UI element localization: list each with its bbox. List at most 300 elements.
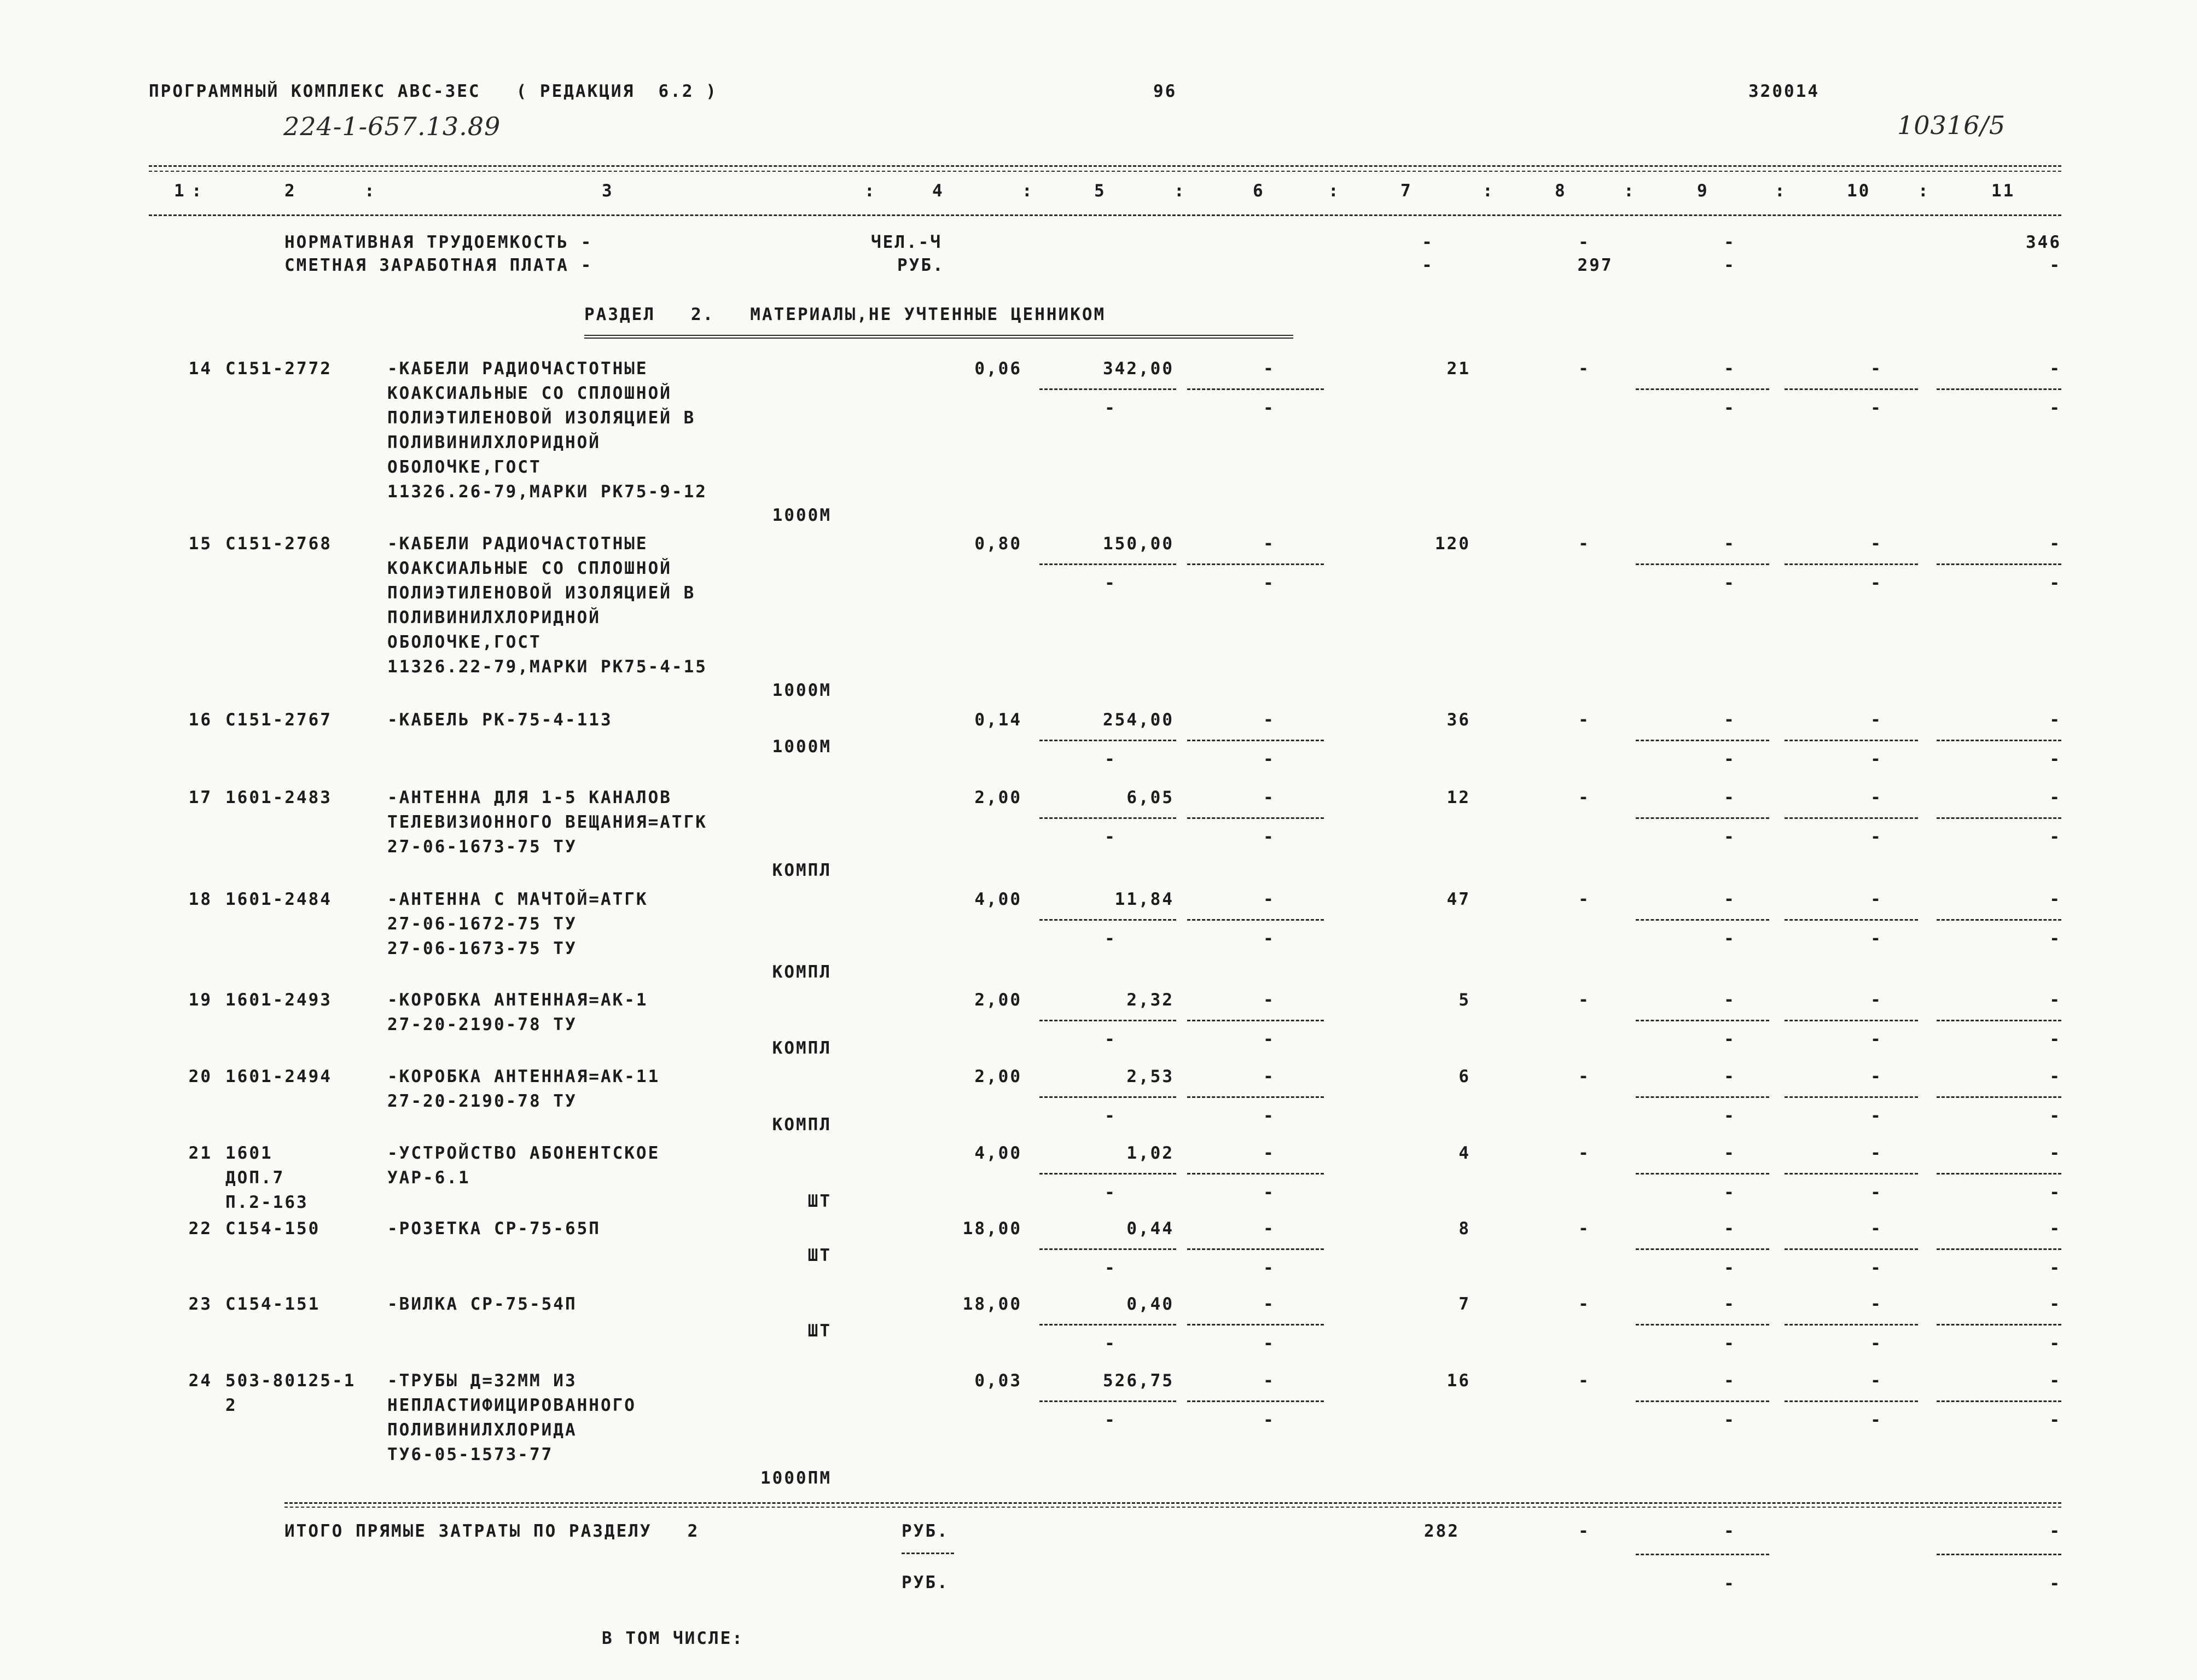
row-col10-sub: - [1870, 1183, 1882, 1202]
row-code: С151-2772 [225, 359, 332, 379]
row-price: 342,00 [1103, 359, 1174, 379]
row-col10-rule [1785, 1020, 1918, 1021]
row-col10-sub: - [1870, 1106, 1882, 1126]
row-description: -КАБЕЛИ РАДИОЧАСТОТНЫЕ КОАКСИАЛЬНЫЕ СО СПЛОШНОЙ ПОЛИЭТИЛЕНОВОЙ ИЗОЛЯЦИЕЙ В ПОЛИВИНИЛХЛОРИДНОЙ ОБОЛОЧКЕ,ГОСТ 11326.22-79,МАРКИ РК75-4-15 [387, 534, 707, 677]
column-header-6: 6 [1253, 181, 1265, 201]
row-quantity: 2,00 [974, 1067, 1022, 1086]
row-number: 21 [188, 1143, 212, 1163]
row-col9-sub: - [1724, 1410, 1736, 1430]
row-number: 24 [188, 1371, 212, 1391]
row-col11: - [2049, 788, 2061, 807]
column-header-7: 7 [1400, 181, 1413, 201]
row-col10-rule [1785, 563, 1918, 565]
row-col10: - [1870, 1371, 1882, 1391]
row-price: 1,02 [1126, 1143, 1174, 1163]
row-col8: - [1578, 890, 1590, 909]
row-col6-rule [1187, 740, 1324, 741]
row-col11-sub: - [2049, 1334, 2061, 1353]
row-col11-rule [1937, 1020, 2061, 1021]
column-header-5: 5 [1094, 181, 1106, 201]
row-col8: - [1578, 1143, 1590, 1163]
row-col6-sub: - [1263, 1410, 1275, 1430]
column-separator: : [1328, 181, 1340, 201]
row-price: 11,84 [1114, 890, 1174, 909]
row-col10-sub: - [1870, 398, 1882, 418]
row-col6-rule [1187, 1400, 1324, 1402]
row-price-sub: - [1105, 398, 1117, 418]
row-price: 526,75 [1103, 1371, 1174, 1391]
row-col9-rule [1636, 1324, 1769, 1326]
row-col7: 16 [1446, 1371, 1471, 1391]
header-rule-top [149, 165, 2061, 167]
row-price-sub: - [1105, 1030, 1117, 1049]
row-quantity: 4,00 [974, 890, 1022, 909]
row-col6-rule [1187, 1020, 1324, 1021]
row-col9-rule [1636, 1248, 1769, 1250]
column-separator: : [1918, 181, 1930, 201]
row-price-sub: - [1105, 827, 1117, 847]
row-col6-sub: - [1263, 1334, 1275, 1353]
row-price-rule [1039, 1324, 1176, 1326]
row-col11: - [2049, 990, 2061, 1010]
row-col10-sub: - [1870, 929, 1882, 949]
row-price: 0,44 [1126, 1219, 1174, 1239]
row-col6-sub: - [1263, 1258, 1275, 1278]
row-col6: - [1263, 1294, 1275, 1314]
row-col9: - [1724, 359, 1736, 379]
row-col10: - [1870, 534, 1882, 554]
row-col11-sub: - [2049, 573, 2061, 593]
row-col9-rule [1636, 563, 1769, 565]
row-col6: - [1263, 1219, 1275, 1239]
total-col11: - [2049, 1521, 2061, 1541]
row-col11-rule [1937, 388, 2061, 390]
total-col7: 282 [1424, 1521, 1460, 1541]
row-price: 0,40 [1126, 1294, 1174, 1314]
row-col10: - [1870, 890, 1882, 909]
row-description: -ВИЛКА СР-75-54П [387, 1294, 577, 1314]
row-quantity: 4,00 [974, 1143, 1022, 1163]
row-code: 1601-2484 [225, 890, 332, 909]
row-unit: КОМПЛ [772, 861, 832, 880]
labor-col9: - [1724, 232, 1736, 252]
row-col6-rule [1187, 388, 1324, 390]
column-header-11: 11 [1991, 181, 2015, 201]
row-col9-sub: - [1724, 1183, 1736, 1202]
column-separator: : [364, 181, 376, 201]
row-col10: - [1870, 359, 1882, 379]
row-code: 1601 ДОП.7 П.2-163 [225, 1143, 309, 1212]
wage-unit: РУБ. [897, 255, 945, 275]
row-description: -АНТЕННА ДЛЯ 1-5 КАНАЛОВ ТЕЛЕВИЗИОННОГО ВЕЩАНИЯ=АТГК 27-06-1673-75 ТУ [387, 788, 707, 857]
row-col10: - [1870, 1067, 1882, 1086]
row-col9: - [1724, 1067, 1736, 1086]
row-quantity: 18,00 [962, 1294, 1022, 1314]
total-col8: - [1578, 1521, 1590, 1541]
row-number: 22 [188, 1219, 212, 1239]
row-col11-sub: - [2049, 749, 2061, 769]
row-code: С151-2767 [225, 710, 332, 730]
row-description: -КАБЕЛЬ РК-75-4-113 [387, 710, 613, 730]
column-header-10: 10 [1847, 181, 1871, 201]
row-col9: - [1724, 1219, 1736, 1239]
row-col6-rule [1187, 1096, 1324, 1098]
row-col9-sub: - [1724, 827, 1736, 847]
row-col7: 12 [1446, 788, 1471, 807]
header-rule-bottom [149, 214, 2061, 216]
row-description: -РОЗЕТКА СР-75-65П [387, 1219, 601, 1239]
row-col10: - [1870, 1294, 1882, 1314]
row-col9-sub: - [1724, 398, 1736, 418]
row-col11: - [2049, 710, 2061, 730]
row-col9-rule [1636, 919, 1769, 921]
row-col6-sub: - [1263, 1106, 1275, 1126]
row-price-rule [1039, 919, 1176, 921]
row-col9-sub: - [1724, 1030, 1736, 1049]
row-col9-rule [1636, 388, 1769, 390]
total-rule [284, 1502, 2061, 1504]
labor-col8: - [1578, 232, 1590, 252]
row-description: -КОРОБКА АНТЕННАЯ=АК-11 27-20-2190-78 ТУ [387, 1067, 660, 1111]
row-number: 16 [188, 710, 212, 730]
row-quantity: 2,00 [974, 788, 1022, 807]
wage-col9: - [1724, 255, 1736, 275]
row-col9-rule [1636, 1096, 1769, 1098]
row-col6: - [1263, 710, 1275, 730]
row-col10-rule [1785, 1248, 1918, 1250]
row-description: -УСТРОЙСТВО АБОНЕНТСКОЕ УАР-6.1 [387, 1143, 660, 1188]
row-col6-rule [1187, 919, 1324, 921]
row-description: -КАБЕЛИ РАДИОЧАСТОТНЫЕ КОАКСИАЛЬНЫЕ СО СПЛОШНОЙ ПОЛИЭТИЛЕНОВОЙ ИЗОЛЯЦИЕЙ В ПОЛИВИНИЛХЛОРИДНОЙ ОБОЛОЧКЕ,ГОСТ 11326.26-79,МАРКИ РК75-9-12 [387, 359, 707, 502]
row-col7: 36 [1446, 710, 1471, 730]
labor-unit: ЧЕЛ.-Ч [871, 232, 942, 252]
row-col10-rule [1785, 1173, 1918, 1175]
column-header-4: 4 [932, 181, 944, 201]
row-col9-sub: - [1724, 1106, 1736, 1126]
row-price-sub: - [1105, 1334, 1117, 1353]
column-separator: : [864, 181, 876, 201]
row-quantity: 0,80 [974, 534, 1022, 554]
row-number: 23 [188, 1294, 212, 1314]
row-col8: - [1578, 1294, 1590, 1314]
row-description: -КОРОБКА АНТЕННАЯ=АК-1 27-20-2190-78 ТУ [387, 990, 648, 1034]
row-col10: - [1870, 1143, 1882, 1163]
row-col11-rule [1937, 919, 2061, 921]
row-col11-sub: - [2049, 1106, 2061, 1126]
total-label: ИТОГО ПРЯМЫЕ ЗАТРАТЫ ПО РАЗДЕЛУ 2 [284, 1521, 700, 1541]
row-col6-rule [1187, 817, 1324, 819]
row-price-sub: - [1105, 1258, 1117, 1278]
row-col6-sub: - [1263, 398, 1275, 418]
row-col9-sub: - [1724, 749, 1736, 769]
row-col9: - [1724, 1143, 1736, 1163]
row-price: 150,00 [1103, 534, 1174, 554]
column-separator: : [1174, 181, 1186, 201]
row-col7: 120 [1435, 534, 1471, 554]
row-number: 19 [188, 990, 212, 1010]
row-price-sub: - [1105, 929, 1117, 949]
row-col6: - [1263, 359, 1275, 379]
row-col10-sub: - [1870, 573, 1882, 593]
row-col11: - [2049, 1294, 2061, 1314]
wage-col7: - [1422, 255, 1434, 275]
row-col7: 7 [1458, 1294, 1471, 1314]
row-code: С151-2768 [225, 534, 332, 554]
handwritten-project-code: 224-1-657.13.89 [283, 112, 501, 141]
row-col11-rule [1937, 817, 2061, 819]
column-header-8: 8 [1555, 181, 1567, 201]
row-col7: 6 [1458, 1067, 1471, 1086]
page-number: 96 [1153, 82, 1177, 101]
row-col10-rule [1785, 1324, 1918, 1326]
row-col9-rule [1636, 1020, 1769, 1021]
row-unit: 1000М [772, 505, 832, 525]
row-col7: 4 [1458, 1143, 1471, 1163]
row-price-rule [1039, 1020, 1176, 1021]
row-col9-sub: - [1724, 573, 1736, 593]
row-col7: 8 [1458, 1219, 1471, 1239]
row-description: -ТРУБЫ Д=32ММ ИЗ НЕПЛАСТИФИЦИРОВАННОГО ПОЛИВИНИЛХЛОРИДА ТУ6-05-1573-77 [387, 1371, 636, 1464]
row-col9-sub: - [1724, 1334, 1736, 1353]
row-col9: - [1724, 890, 1736, 909]
row-col6: - [1263, 1143, 1275, 1163]
row-col6: - [1263, 890, 1275, 909]
row-col11-sub: - [2049, 1030, 2061, 1049]
row-col6-sub: - [1263, 1030, 1275, 1049]
wage-col8: 297 [1577, 255, 1613, 275]
row-col10-rule [1785, 817, 1918, 819]
row-col9: - [1724, 1371, 1736, 1391]
row-number: 20 [188, 1067, 212, 1086]
total-col9-rule [1636, 1554, 1769, 1555]
row-price-rule [1039, 817, 1176, 819]
total-col11-b: - [2049, 1574, 2061, 1594]
header-rule-top-2 [149, 171, 2061, 172]
row-col11: - [2049, 359, 2061, 379]
row-code: 1601-2483 [225, 788, 332, 807]
row-quantity: 0,14 [974, 710, 1022, 730]
row-col6-sub: - [1263, 1183, 1275, 1202]
row-description: -АНТЕННА С МАЧТОЙ=АТГК 27-06-1672-75 ТУ 27-06-1673-75 ТУ [387, 890, 648, 958]
column-header-1: 1 [174, 181, 186, 201]
row-col9-sub: - [1724, 929, 1736, 949]
row-price-rule [1039, 563, 1176, 565]
row-price: 6,05 [1126, 788, 1174, 807]
row-unit: КОМПЛ [772, 1115, 832, 1135]
row-col6-sub: - [1263, 929, 1275, 949]
row-col11-rule [1937, 563, 2061, 565]
row-col11-rule [1937, 740, 2061, 741]
row-col11-sub: - [2049, 398, 2061, 418]
row-price: 2,32 [1126, 990, 1174, 1010]
row-col11: - [2049, 1143, 2061, 1163]
row-col10-sub: - [1870, 1410, 1882, 1430]
row-price-sub: - [1105, 1183, 1117, 1202]
row-col7: 21 [1446, 359, 1471, 379]
row-col10: - [1870, 990, 1882, 1010]
total-unit-rule [902, 1553, 954, 1554]
row-col11-sub: - [2049, 827, 2061, 847]
row-col6: - [1263, 534, 1275, 554]
row-number: 14 [188, 359, 212, 379]
column-header-3: 3 [602, 181, 614, 201]
section-title: РАЗДЕЛ 2. МАТЕРИАЛЫ,НЕ УЧТЕННЫЕ ЦЕННИКОМ [584, 305, 1106, 324]
row-col8: - [1578, 1067, 1590, 1086]
row-col10-rule [1785, 740, 1918, 741]
program-title: ПРОГРАММНЫЙ КОМПЛЕКС АВС-3ЕС ( РЕДАКЦИЯ 6.2 ) [149, 82, 718, 101]
row-code: 503-80125-1 2 [225, 1371, 356, 1415]
row-col11-rule [1937, 1248, 2061, 1250]
column-separator: : [191, 181, 204, 201]
column-header-9: 9 [1697, 181, 1709, 201]
labor-col11: 346 [2026, 232, 2061, 252]
row-col11-sub: - [2049, 1183, 2061, 1202]
total-col9-b: - [1724, 1574, 1736, 1594]
total-rule-2 [284, 1507, 2061, 1508]
row-price-sub: - [1105, 749, 1117, 769]
row-code: С154-151 [225, 1294, 321, 1314]
row-unit: 1000ПМ [760, 1468, 832, 1488]
row-price-rule [1039, 1400, 1176, 1402]
wage-label: СМЕТНАЯ ЗАРАБОТНАЯ ПЛАТА - [284, 255, 593, 275]
row-col11-sub: - [2049, 1410, 2061, 1430]
row-col10-sub: - [1870, 1030, 1882, 1049]
row-unit: ШТ [807, 1191, 832, 1211]
row-col6: - [1263, 990, 1275, 1010]
column-separator: : [1775, 181, 1787, 201]
row-quantity: 2,00 [974, 990, 1022, 1010]
wage-col11: - [2049, 255, 2061, 275]
row-col10: - [1870, 710, 1882, 730]
row-col7: 5 [1458, 990, 1471, 1010]
section-title-underline [584, 335, 1293, 339]
row-col11: - [2049, 1371, 2061, 1391]
row-price-rule [1039, 1173, 1176, 1175]
row-col10-sub: - [1870, 1258, 1882, 1278]
row-price-rule [1039, 388, 1176, 390]
row-col8: - [1578, 710, 1590, 730]
row-col8: - [1578, 990, 1590, 1010]
row-col11-rule [1937, 1173, 2061, 1175]
column-separator: : [1624, 181, 1636, 201]
row-col10-sub: - [1870, 1334, 1882, 1353]
row-col6-sub: - [1263, 827, 1275, 847]
row-code: С154-150 [225, 1219, 321, 1239]
row-col9: - [1724, 788, 1736, 807]
row-col10-rule [1785, 1400, 1918, 1402]
row-col9: - [1724, 990, 1736, 1010]
row-col11: - [2049, 534, 2061, 554]
row-unit: ШТ [807, 1321, 832, 1341]
labor-label: НОРМАТИВНАЯ ТРУДОЕМКОСТЬ - [284, 232, 593, 252]
row-col8: - [1578, 1219, 1590, 1239]
row-col9-sub: - [1724, 1258, 1736, 1278]
row-number: 17 [188, 788, 212, 807]
row-quantity: 0,03 [974, 1371, 1022, 1391]
row-col6-sub: - [1263, 573, 1275, 593]
row-col8: - [1578, 359, 1590, 379]
row-code: 1601-2494 [225, 1067, 332, 1086]
row-col9-rule [1636, 1400, 1769, 1402]
labor-col7: - [1422, 232, 1434, 252]
row-price-rule [1039, 740, 1176, 741]
row-col6-rule [1187, 1248, 1324, 1250]
row-col7: 47 [1446, 890, 1471, 909]
row-price-rule [1039, 1248, 1176, 1250]
row-col9-rule [1636, 740, 1769, 741]
row-col11: - [2049, 1067, 2061, 1086]
row-col10-rule [1785, 1096, 1918, 1098]
column-separator: : [1022, 181, 1034, 201]
row-col9-rule [1636, 817, 1769, 819]
row-col10-rule [1785, 388, 1918, 390]
column-header-2: 2 [284, 181, 297, 201]
row-col6: - [1263, 1067, 1275, 1086]
row-price-sub: - [1105, 1410, 1117, 1430]
row-col8: - [1578, 534, 1590, 554]
row-col6: - [1263, 1371, 1275, 1391]
row-price-sub: - [1105, 573, 1117, 593]
row-code: 1601-2493 [225, 990, 332, 1010]
column-separator: : [1483, 181, 1495, 201]
row-col10-rule [1785, 919, 1918, 921]
row-col9: - [1724, 534, 1736, 554]
total-unit-2: РУБ. [902, 1573, 949, 1592]
row-price: 254,00 [1103, 710, 1174, 730]
row-col8: - [1578, 788, 1590, 807]
row-col6-rule [1187, 1173, 1324, 1175]
row-col9-rule [1636, 1173, 1769, 1175]
row-unit: 1000М [772, 737, 832, 757]
row-price-rule [1039, 1096, 1176, 1098]
row-col11-sub: - [2049, 1258, 2061, 1278]
row-unit: КОМПЛ [772, 962, 832, 982]
row-col6-rule [1187, 1324, 1324, 1326]
row-price-sub: - [1105, 1106, 1117, 1126]
row-unit: ШТ [807, 1246, 832, 1265]
row-col6-rule [1187, 563, 1324, 565]
row-col6: - [1263, 788, 1275, 807]
row-unit: КОМПЛ [772, 1038, 832, 1058]
row-col11: - [2049, 1219, 2061, 1239]
row-col10-sub: - [1870, 749, 1882, 769]
row-col11: - [2049, 890, 2061, 909]
row-number: 15 [188, 534, 212, 554]
document-code: 320014 [1748, 82, 1820, 101]
row-number: 18 [188, 890, 212, 909]
row-col10-sub: - [1870, 827, 1882, 847]
row-col11-rule [1937, 1400, 2061, 1402]
row-col8: - [1578, 1371, 1590, 1391]
row-col6-sub: - [1263, 749, 1275, 769]
handwritten-sheet-number: 10316/5 [1897, 111, 2006, 140]
including-label: В ТОМ ЧИСЛЕ: [602, 1629, 744, 1648]
row-col11-rule [1937, 1324, 2061, 1326]
row-col11-rule [1937, 1096, 2061, 1098]
row-price: 2,53 [1126, 1067, 1174, 1086]
total-unit: РУБ. [902, 1521, 949, 1541]
row-col10: - [1870, 788, 1882, 807]
row-col9: - [1724, 1294, 1736, 1314]
row-col9: - [1724, 710, 1736, 730]
row-col10: - [1870, 1219, 1882, 1239]
total-col11-rule [1937, 1554, 2061, 1555]
row-quantity: 18,00 [962, 1219, 1022, 1239]
row-quantity: 0,06 [974, 359, 1022, 379]
total-col9: - [1724, 1521, 1736, 1541]
row-col11-sub: - [2049, 929, 2061, 949]
row-unit: 1000М [772, 681, 832, 700]
